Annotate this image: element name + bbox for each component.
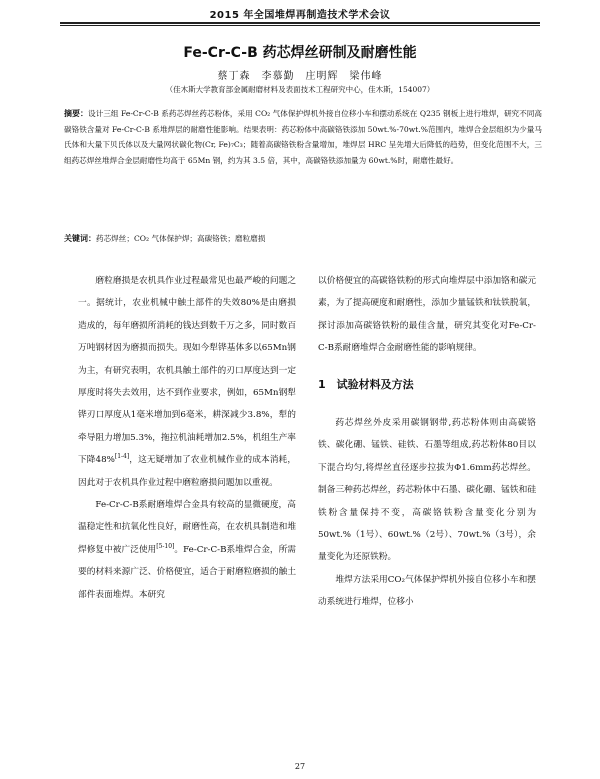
header-rule-thick: [60, 22, 540, 24]
abstract: [64, 106, 542, 168]
header-rule-thin: [60, 25, 540, 26]
paper-title: Fe-Cr-C-B 药芯焊丝研制及耐磨性能: [183, 45, 417, 61]
page-number: 27: [294, 762, 306, 771]
right-paragraph-2: 药芯焊丝外皮采用碳钢钢带,药芯粉体则由高碳铬铁、碳化硼、锰铁、硅铁、石墨等组成,药芯粉体80目以下混合均匀,将焊丝直径逐步拉拔为Φ1.6mm药芯焊丝。制备三种药芯焊丝，药芯粉体中石墨、碳化硼、锰铁和硅铁粉含量保持不变，高碳铬铁粉含量变化分别为50wt.%（1号）、60wt.%（2号）、70wt.%（3号），余量变化为还原铁粉。: [318, 418, 536, 563]
keywords: [64, 232, 542, 246]
left-p2-text: Fe-Cr-C-B系耐磨堆焊合金具有较高的显微硬度，高温稳定性和抗氧化性良好，耐磨性高，在农机具制造和堆焊修复中被广泛使用: [78, 500, 296, 555]
citation-1-4: [1-4]: [114, 453, 130, 461]
right-paragraph-1: 以价格便宜的高碳铬铁粉的形式向堆焊层中添加铬和碳元素，为了提高硬度和耐磨性，添加少量锰铁和钛铁脱氧，探讨添加高碳铬铁粉的最佳含量，研究其变化对Fe-Cr-C-B系耐磨堆焊合金耐磨性能的影响规律。: [318, 276, 536, 354]
left-p1-end: ，这无疑增加了农业机械作业的成本消耗，因此对于农机具作业过程中磨粒磨损问题加以重视。: [78, 455, 297, 488]
keywords-text: 药芯焊丝；CO₂ 气体保护焊；高碳铬铁；磨粒磨损: [96, 234, 266, 243]
left-p1-text: 磨粒磨损是农机具作业过程最常见也最严峻的问题之一。据统计，农业机械中触土部件的失效80%是由磨损造成的，每年磨损所消耗的钱达到数千万之多，同时数百万吨钢材因为磨损而损失。现如今犁铧基体多以65Mn钢为主，有研究表明，农机具触土部件的刃口厚度达到一定厚度时将失去效用，达不到作业要求，例如，65Mn钢犁铧刃口厚度从1毫米增加到6毫米，耕深减少3.8%，犁的牵导阻力增加5.3%，拖拉机油耗增加2.5%，机组生产率下降48%: [78, 276, 296, 466]
authors: 蔡丁森 李慕勤 庄明辉 梁伟峰: [217, 71, 383, 82]
right-paragraph-3: 堆焊方法采用CO₂气体保护焊机外接自位移小车和摆动系统进行堆焊，位移小: [318, 574, 536, 608]
left-p2-end: 。Fe-Cr-C-B系堆焊合金，所需要的材料来源广泛、价格便宜，适合于耐磨粒磨损的触土部件表面堆焊。本研究: [78, 544, 296, 600]
left-paragraph-1: [78, 270, 296, 494]
abstract-text: 设计三组 Fe-Cr-C-B 系药芯焊丝药芯粉体，采用 CO₂ 气体保护焊机外接自位移小车和摆动系统在 Q235 钢板上进行堆焊，研究不同高碳铬铁含量对 Fe-Cr-C-B 系堆焊层的耐磨性能影响。结果表明：药芯粉体中高碳铬铁添加 50wt.%-70wt.%范围内，堆焊合金层组织为少量马氏体和大量下贝氏体以及大量网状碳化物(Cr, Fe)₇C₃；随着高碳铬铁粉含量增加，堆焊层 HRC 呈先增大后降低的趋势，但变化范围不大，三组药芯焊丝堆焊合金层耐磨性均高于 65Mn 钢，约为其 3.5 倍，其中，高碳铬铁添加量为 60wt.%时，耐磨性最好。: [64, 109, 543, 165]
right-column: [318, 270, 536, 614]
running-header: 2015 年全国堆焊再制造技术学术会议: [209, 10, 391, 21]
keywords-label: 关键词：: [64, 234, 96, 243]
left-column: [78, 270, 296, 606]
section-heading-1: 1 试验材料及方法: [318, 377, 414, 391]
affiliation: （佳木斯大学教育部金属耐磨材料及表面技术工程研究中心，佳木斯，154007）: [165, 85, 435, 94]
abstract-label: 摘要：: [64, 109, 89, 118]
citation-5-10: [5-10]: [156, 542, 175, 550]
left-paragraph-2: [78, 494, 296, 606]
